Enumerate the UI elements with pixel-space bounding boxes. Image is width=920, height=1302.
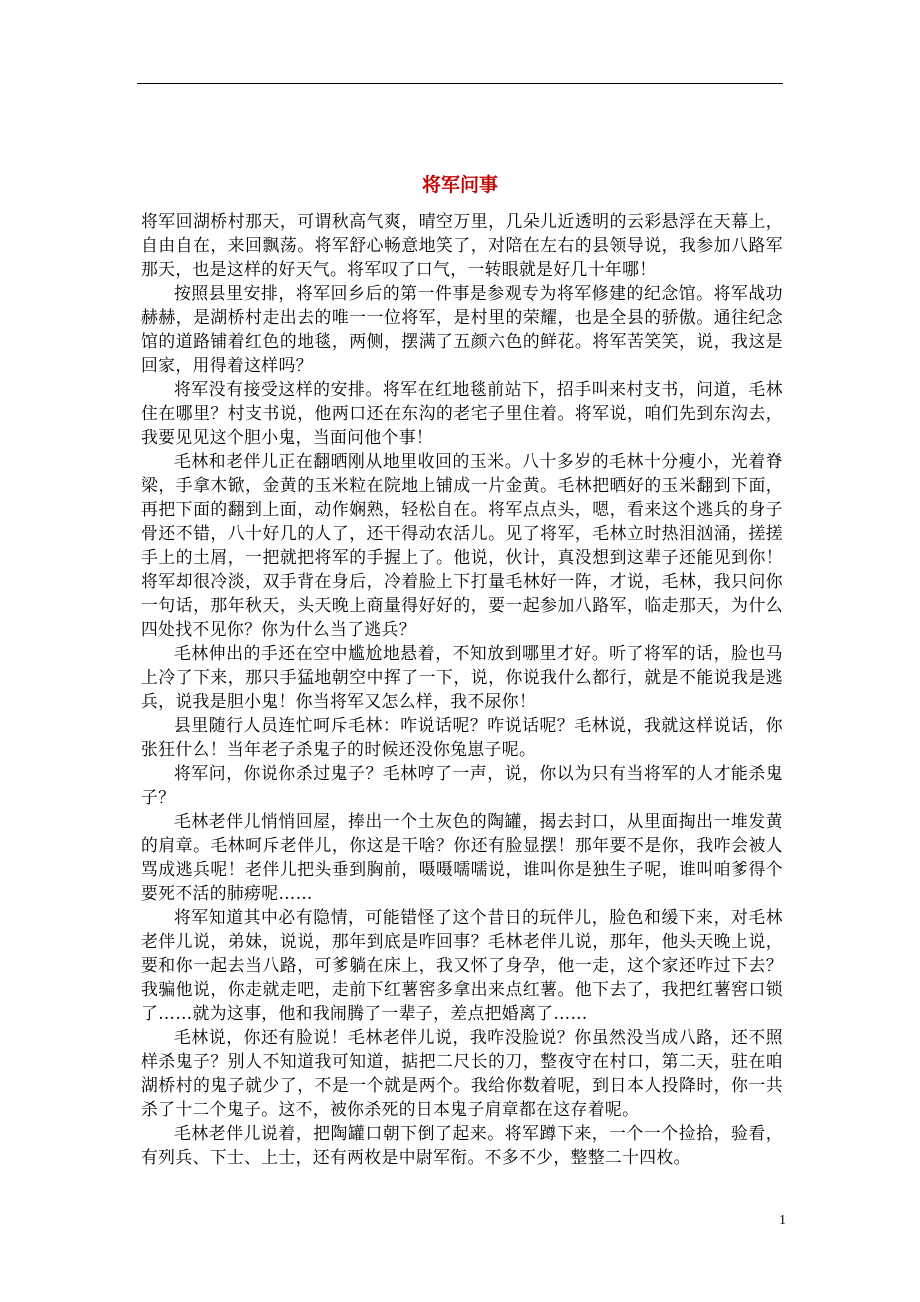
article-body (141, 209, 783, 1169)
paragraph: 按照县里安排，将军回乡后的第一件事是参观专为将军修建的纪念馆。将军战功赫赫，是湖桥村走出去的唯一一位将军，是村里的荣耀，也是全县的骄傲。通往纪念馆的道路铺着红色的地毯，两侧，摆满了五颜六色的鲜花。将军苦笑笑，说，我这是回家，用得着这样吗？ (141, 283, 783, 375)
header-rule (137, 83, 783, 84)
paragraph: 毛林伸出的手还在空中尴尬地悬着，不知放到哪里才好。听了将军的话，脸也马上冷了下来，那只手猛地朝空中挥了一下，说，你说我什么都行，就是不能说我是逃兵，说我是胆小鬼！你当将军又怎么样，我不尿你！ (141, 643, 783, 711)
paragraph: 毛林老伴儿说着，把陶罐口朝下倒了起来。将军蹲下来，一个一个捡拾，验看，有列兵、下士、上士，还有两枚是中尉军衔。不多不少，整整二十四枚。 (141, 1123, 783, 1167)
paragraph: 毛林老伴儿悄悄回屋，捧出一个土灰色的陶罐，揭去封口，从里面掏出一堆发黄的肩章。毛林呵斥老伴儿，你这是干啥？你还有脸显摆！那年要不是你，我咋会被人骂成逃兵呢！老伴儿把头垂到胸前，嗫嗫嚅嚅说，谁叫你是独生子呢，谁叫咱爹得个要死不活的肺痨呢…… (141, 811, 783, 903)
paragraph: 毛林和老伴儿正在翻晒刚从地里收回的玉米。八十多岁的毛林十分瘦小，光着脊梁，手拿木锨，金黄的玉米粒在院地上铺成一片金黄。毛林把晒好的玉米翻到下面，再把下面的翻到上面，动作娴熟，轻松自在。将军点点头，嗯，看来这个逃兵的身子骨还不错，八十好几的人了，还干得动农活儿。见了将军，毛林立时热泪汹涌，搓搓手上的土屑，一把就把将军的手握上了。他说，伙计，真没想到这辈子还能见到你！将军却很冷淡，双手背在身后，冷着脸上下打量毛林好一阵，才说，毛林，我只问你一句话，那年秋天，头天晚上商量得好好的，要一起参加八路军，临走那天，为什么四处找不见你？你为什么当了逃兵？ (141, 451, 783, 639)
paragraph: 将军知道其中必有隐情，可能错怪了这个昔日的玩伴儿，脸色和缓下来，对毛林老伴儿说，弟妹，说说，那年到底是咋回事？毛林老伴儿说，那年，他头天晚上说，要和你一起去当八路，可爹躺在床上，我又怀了身孕，他一走，这个家还咋过下去？我骗他说，你走就走吧，走前下红薯窖多拿出来点红薯。他下去了，我把红薯窖口锁了……就为这事，他和我闹腾了一辈子，差点把婚离了…… (141, 907, 783, 1023)
paragraph: 将军问，你说你杀过鬼子？毛林哼了一声，说，你以为只有当将军的人才能杀鬼子？ (141, 763, 783, 807)
page-number: 1 (779, 1213, 786, 1228)
paragraph: 县里随行人员连忙呵斥毛林：咋说话呢？咋说话呢？毛林说，我就这样说话，你张狂什么！当年老子杀鬼子的时候还没你兔崽子呢。 (141, 715, 783, 759)
paragraph: 将军没有接受这样的安排。将军在红地毯前站下，招手叫来村支书，问道，毛林住在哪里？村支书说，他两口还在东沟的老宅子里住着。将军说，咱们先到东沟去，我要见见这个胆小鬼，当面问他个事！ (141, 379, 783, 447)
paragraph: 毛林说，你还有脸说！毛林老伴儿说，我咋没脸说？你虽然没当成八路，还不照样杀鬼子？别人不知道我可知道，掂把二尺长的刀，整夜守在村口，第二天，驻在咱湖桥村的鬼子就少了，不是一个就是两个。我给你数着呢，到日本人投降时，你一共杀了十二个鬼子。这不，被你杀死的日本鬼子肩章都在这存着呢。 (141, 1027, 783, 1119)
article-title: 将军问事 (421, 174, 498, 196)
paragraph: 将军回湖桥村那天，可谓秋高气爽，晴空万里，几朵儿近透明的云彩悬浮在天幕上，自由自在，来回飘荡。将军舒心畅意地笑了，对陪在左右的县领导说，我参加八路军那天，也是这样的好天气。将军叹了口气，一转眼就是好几十年哪！ (141, 211, 783, 279)
